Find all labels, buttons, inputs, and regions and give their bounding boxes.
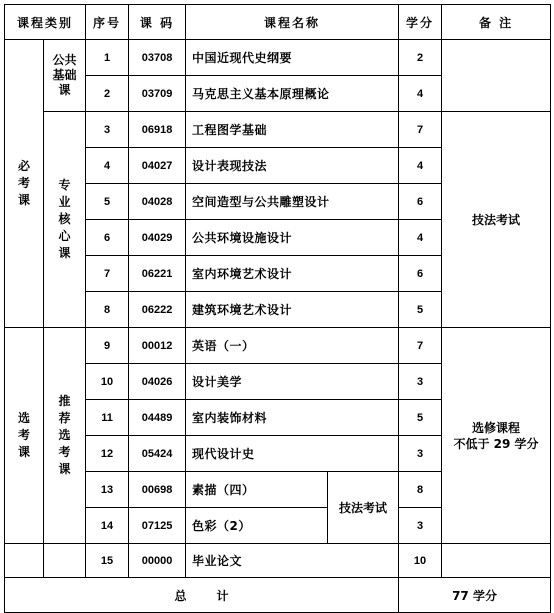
course-table [4, 4, 551, 613]
cell-skill-exam-inner: 技法考试 [328, 472, 399, 544]
header-credit: 学分 [399, 5, 442, 40]
cell-code: 07125 [129, 508, 186, 544]
cell-empty-category [5, 544, 44, 578]
cell-seq: 9 [86, 328, 129, 364]
cell-name: 英语（一） [186, 328, 399, 364]
cell-name: 马克思主义基本原理概论 [186, 76, 399, 112]
cell-seq: 6 [86, 220, 129, 256]
group-major-core: 专业核心课 [44, 112, 86, 328]
header-note: 备 注 [442, 5, 551, 40]
table-row [5, 40, 551, 76]
cell-code: 04027 [129, 148, 186, 184]
cell-code: 04028 [129, 184, 186, 220]
cell-credit: 4 [399, 148, 442, 184]
cell-credit: 5 [399, 292, 442, 328]
header-category: 课程类别 [5, 5, 86, 40]
cell-note-elective [442, 328, 551, 544]
group-elective: 选考课 [5, 328, 44, 544]
cell-name: 素描（四） [186, 472, 328, 508]
cell-credit: 6 [399, 256, 442, 292]
header-row [5, 5, 551, 40]
cell-empty-subcategory [44, 544, 86, 578]
cell-seq: 1 [86, 40, 129, 76]
cell-seq: 15 [86, 544, 129, 578]
cell-seq: 12 [86, 436, 129, 472]
cell-name: 中国近现代史纲要 [186, 40, 399, 76]
cell-seq: 11 [86, 400, 129, 436]
note-elective-line1: 选修课程 [472, 420, 521, 435]
table-row [5, 328, 551, 364]
cell-code: 06918 [129, 112, 186, 148]
cell-credit: 3 [399, 508, 442, 544]
group-recommended-elective: 推荐选考课 [44, 328, 86, 544]
cell-name: 设计表现技法 [186, 148, 399, 184]
cell-code: 06222 [129, 292, 186, 328]
cell-seq: 10 [86, 364, 129, 400]
header-name: 课程名称 [186, 5, 399, 40]
cell-seq: 3 [86, 112, 129, 148]
cell-credit: 5 [399, 400, 442, 436]
note-elective-line2: 不低于 29 学分 [453, 436, 539, 451]
cell-note-skill-exam: 技法考试 [442, 112, 551, 328]
cell-code: 04489 [129, 400, 186, 436]
cell-name: 公共环境设施设计 [186, 220, 399, 256]
cell-seq: 2 [86, 76, 129, 112]
total-value: 77 学分 [399, 578, 551, 613]
cell-credit: 2 [399, 40, 442, 76]
cell-seq: 13 [86, 472, 129, 508]
cell-name: 建筑环境艺术设计 [186, 292, 399, 328]
cell-name: 毕业论文 [186, 544, 399, 578]
group-public-basic: 公共基础课 [44, 40, 86, 112]
cell-credit: 4 [399, 76, 442, 112]
cell-name: 工程图学基础 [186, 112, 399, 148]
course-table-container [4, 4, 551, 613]
cell-name: 室内装饰材料 [186, 400, 399, 436]
cell-code: 04029 [129, 220, 186, 256]
total-row [5, 578, 551, 613]
cell-credit: 3 [399, 436, 442, 472]
cell-name: 色彩（2） [186, 508, 328, 544]
cell-credit: 3 [399, 364, 442, 400]
cell-credit: 7 [399, 112, 442, 148]
table-row [5, 112, 551, 148]
cell-seq: 8 [86, 292, 129, 328]
header-code: 课 码 [129, 5, 186, 40]
cell-seq: 7 [86, 256, 129, 292]
cell-credit: 6 [399, 184, 442, 220]
cell-code: 00012 [129, 328, 186, 364]
cell-code: 00698 [129, 472, 186, 508]
cell-seq: 5 [86, 184, 129, 220]
cell-code: 04026 [129, 364, 186, 400]
cell-code: 00000 [129, 544, 186, 578]
cell-note-empty [442, 544, 551, 578]
header-seq: 序号 [86, 5, 129, 40]
cell-credit: 4 [399, 220, 442, 256]
table-row [5, 544, 551, 578]
group-required: 必考课 [5, 40, 44, 328]
cell-name: 空间造型与公共雕塑设计 [186, 184, 399, 220]
cell-credit: 8 [399, 472, 442, 508]
cell-seq: 14 [86, 508, 129, 544]
cell-name: 室内环境艺术设计 [186, 256, 399, 292]
cell-name: 设计美学 [186, 364, 399, 400]
cell-seq: 4 [86, 148, 129, 184]
cell-code: 03708 [129, 40, 186, 76]
cell-code: 05424 [129, 436, 186, 472]
cell-note-empty [442, 40, 551, 112]
cell-name: 现代设计史 [186, 436, 399, 472]
cell-credit: 10 [399, 544, 442, 578]
cell-credit: 7 [399, 328, 442, 364]
cell-code: 03709 [129, 76, 186, 112]
cell-code: 06221 [129, 256, 186, 292]
total-label: 总计 [5, 578, 399, 613]
